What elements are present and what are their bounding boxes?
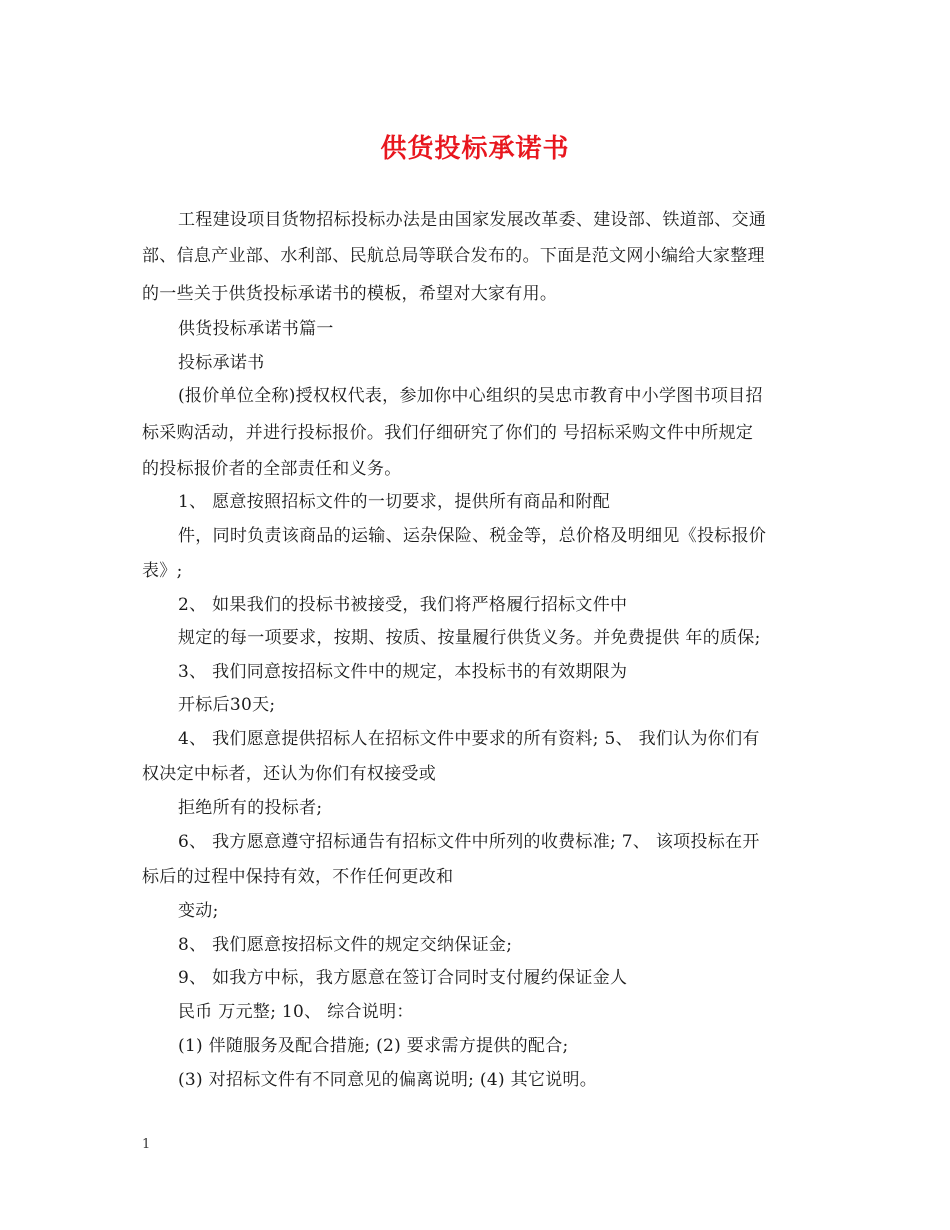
paragraph-line: 权决定中标者，还认为你们有权接受或 — [142, 764, 437, 784]
list-item: 4、 我们愿意提供招标人在招标文件中要求的所有资料; 5、 我们认为你们有 — [178, 729, 760, 749]
paragraph-line: 民币 万元整; 10、 综合说明： — [178, 1002, 414, 1022]
list-item: 2、 如果我们的投标书被接受，我们将严格履行招标文件中 — [178, 595, 628, 615]
paragraph-line: (报价单位全称)授权权代表，参加你中心组织的吴忠市教育中小学图书项目招 — [178, 386, 763, 406]
paragraph-line: 变动; — [178, 901, 219, 921]
paragraph-line: 开标后30天; — [178, 695, 276, 715]
paragraph-line: 的一些关于供货投标承诺书的模板，希望对大家有用。 — [142, 284, 558, 304]
list-item: 8、 我们愿意按招标文件的规定交纳保证金; — [178, 935, 513, 955]
list-item: 6、 我方愿意遵守招标通告有招标文件中所列的收费标准; 7、 该项投标在开 — [178, 832, 760, 852]
list-item: (1) 伴随服务及配合措施; (2) 要求需方提供的配合; — [178, 1036, 569, 1056]
section-heading: 供货投标承诺书篇一 — [178, 319, 334, 339]
list-item: 9、 如我方中标，我方愿意在签订合同时支付履约保证金人 — [178, 968, 628, 988]
list-item: 1、 愿意按照招标文件的一切要求，提供所有商品和附配 — [178, 492, 611, 512]
section-heading: 投标承诺书 — [178, 353, 265, 373]
paragraph-line: 规定的每一项要求，按期、按质、按量履行供货义务。并免费提供 年的质保; — [178, 628, 761, 648]
paragraph-line: 标采购活动，并进行投标报价。我们仔细研究了你们的 号招标采购文件中所规定 — [142, 423, 754, 443]
paragraph-line: 表》; — [142, 561, 183, 581]
paragraph-line: 拒绝所有的投标者; — [178, 798, 323, 818]
document-title: 供货投标承诺书 — [380, 134, 570, 164]
paragraph-line: 的投标报价者的全部责任和义务。 — [142, 459, 402, 479]
paragraph-line: 件，同时负责该商品的运输、运杂保险、税金等，总价格及明细见《投标报价 — [178, 526, 767, 546]
paragraph-line: 标后的过程中保持有效，不作任何更改和 — [142, 867, 454, 887]
page-number: 1 — [142, 1137, 151, 1152]
list-item: (3) 对招标文件有不同意见的偏离说明; (4) 其它说明。 — [178, 1070, 598, 1090]
paragraph-line: 工程建设项目货物招标投标办法是由国家发展改革委、建设部、铁道部、交通 — [178, 210, 767, 230]
paragraph-line: 部、信息产业部、水利部、民航总局等联合发布的。下面是范文网小编给大家整理 — [142, 246, 765, 266]
list-item: 3、 我们同意按招标文件中的规定，本投标书的有效期限为 — [178, 662, 628, 682]
